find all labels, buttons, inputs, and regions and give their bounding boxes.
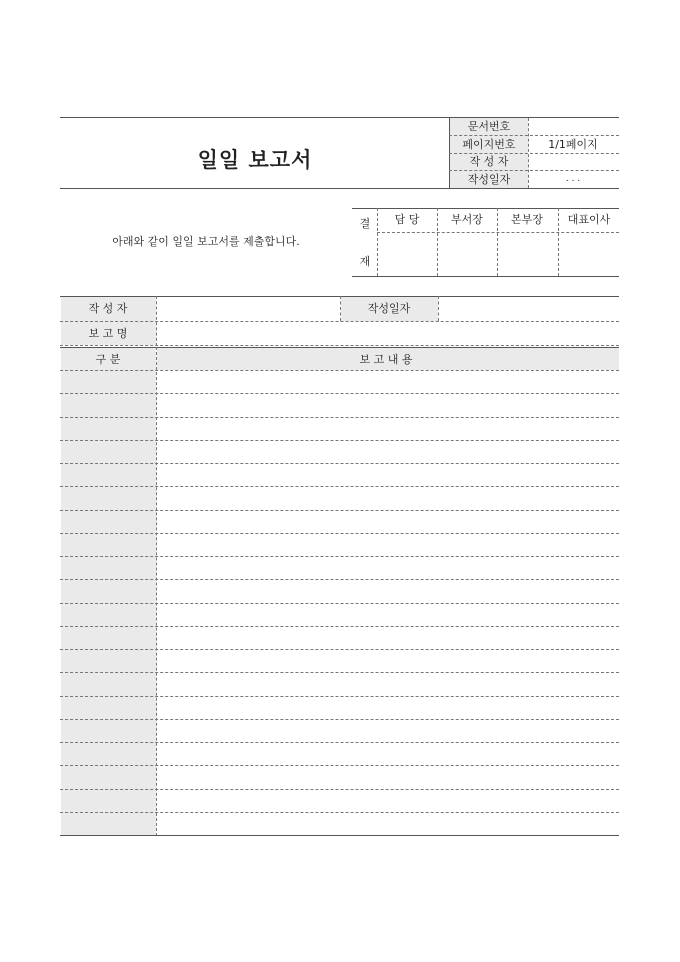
content-row-body[interactable] <box>158 464 618 486</box>
approval-role-staff: 담 당 <box>394 213 420 226</box>
content-row-category[interactable] <box>61 604 155 626</box>
written-date-value[interactable]: . . . <box>565 174 581 184</box>
category-header: 구 분 <box>95 353 121 366</box>
writer-label: 작 성 자 <box>469 155 509 168</box>
intro-text: 아래와 같이 일일 보고서를 제출합니다. <box>112 235 300 248</box>
page-number-value: 1/1페이지 <box>548 138 598 151</box>
content-row-body[interactable] <box>158 371 618 393</box>
content-row-category[interactable] <box>61 534 155 556</box>
page-number-label: 페이지번호 <box>462 138 516 151</box>
content-row-category[interactable] <box>61 813 155 835</box>
content-row-category[interactable] <box>61 720 155 742</box>
content-row-category[interactable] <box>61 464 155 486</box>
content-row-category[interactable] <box>61 627 155 649</box>
content-row-body[interactable] <box>158 650 618 672</box>
report-name-label: 보 고 명 <box>88 327 128 340</box>
approval-sign-dept-head[interactable] <box>438 233 497 276</box>
approval-role-dept-head: 부서장 <box>451 213 483 226</box>
approval-sign-staff[interactable] <box>378 233 437 276</box>
content-row-category[interactable] <box>61 394 155 417</box>
content-row-body[interactable] <box>158 627 618 649</box>
document-title: 일일 보고서 <box>197 148 313 172</box>
content-row-category[interactable] <box>61 650 155 672</box>
written-date-label: 작성일자 <box>467 173 511 186</box>
content-row-category[interactable] <box>61 371 155 393</box>
approval-label-bottom: 재 <box>359 255 371 268</box>
content-row-body[interactable] <box>158 580 618 603</box>
doc-number-label: 문서번호 <box>467 120 511 133</box>
content-row-body[interactable] <box>158 813 618 835</box>
approval-sign-ceo[interactable] <box>559 233 619 276</box>
content-header: 보 고 내 용 <box>359 353 413 366</box>
content-row-body[interactable] <box>158 697 618 719</box>
content-row-body[interactable] <box>158 743 618 765</box>
approval-role-ceo: 대표이사 <box>567 213 611 226</box>
date-label: 작성일자 <box>367 302 411 315</box>
content-row-body[interactable] <box>158 441 618 463</box>
approval-role-division-head: 본부장 <box>511 213 543 226</box>
content-row-body[interactable] <box>158 487 618 510</box>
content-row-body[interactable] <box>158 720 618 742</box>
content-row-category[interactable] <box>61 697 155 719</box>
content-row-body[interactable] <box>158 604 618 626</box>
content-row-category[interactable] <box>61 580 155 603</box>
content-row-category[interactable] <box>61 766 155 789</box>
content-row-category[interactable] <box>61 743 155 765</box>
content-row-body[interactable] <box>158 534 618 556</box>
content-row-body[interactable] <box>158 418 618 440</box>
content-row-category[interactable] <box>61 673 155 696</box>
author-label: 작 성 자 <box>88 302 128 315</box>
content-row-body[interactable] <box>158 557 618 579</box>
content-row-body[interactable] <box>158 511 618 533</box>
content-row-category[interactable] <box>61 441 155 463</box>
approval-sign-division-head[interactable] <box>498 233 558 276</box>
content-row-category[interactable] <box>61 790 155 812</box>
content-row-body[interactable] <box>158 790 618 812</box>
content-row-category[interactable] <box>61 511 155 533</box>
content-row-category[interactable] <box>61 418 155 440</box>
content-row-category[interactable] <box>61 557 155 579</box>
content-row-category[interactable] <box>61 487 155 510</box>
content-row-body[interactable] <box>158 394 618 417</box>
approval-label-top: 결 <box>359 217 371 230</box>
content-row-body[interactable] <box>158 766 618 789</box>
content-row-body[interactable] <box>158 673 618 696</box>
